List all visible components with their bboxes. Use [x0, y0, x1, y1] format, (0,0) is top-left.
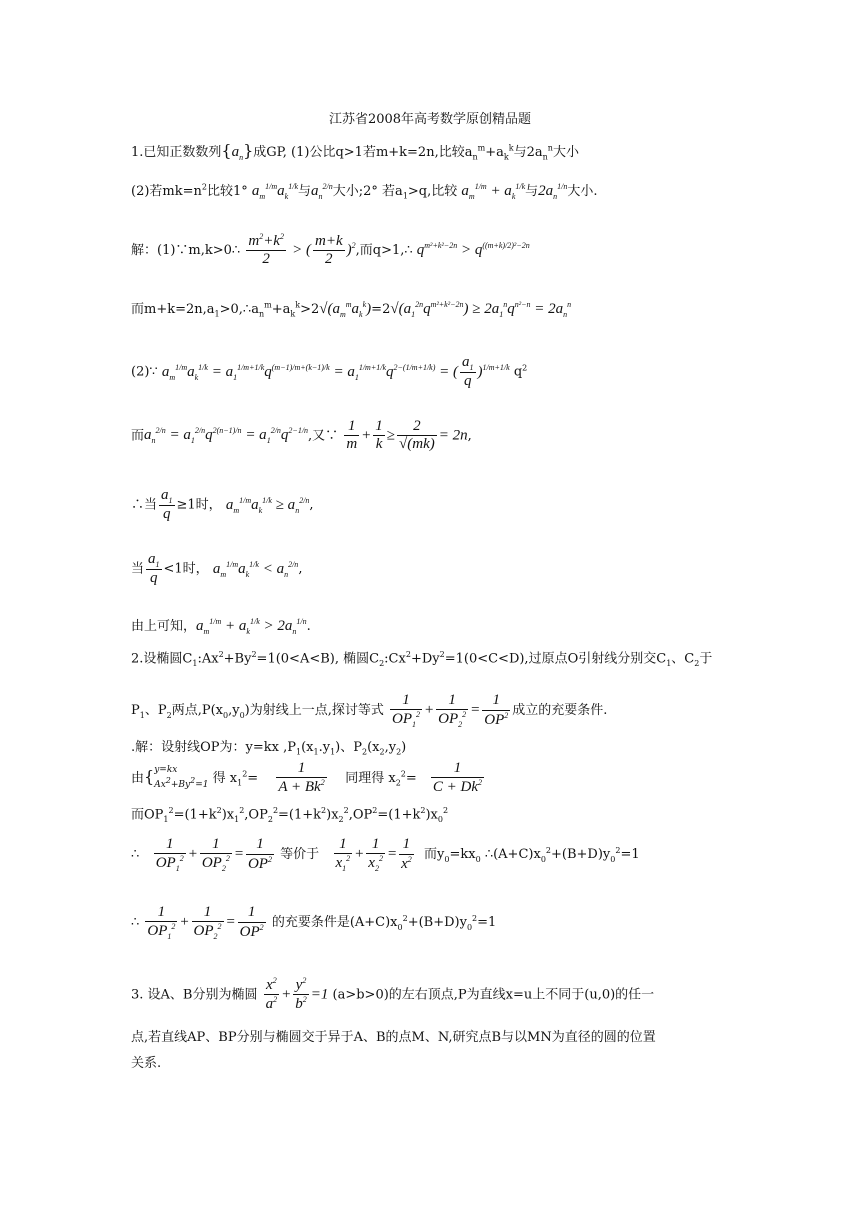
solution-2-conclusion: ∴ $\frac{1}{OP_1^2}$ + $\frac{1}{OP_2^2}$ = $\frac{1}{OP^2}$ 的充要条件是$(A+C)x_0^2+(B+D)y_0^2=1$	[131, 904, 497, 942]
fraction: $\frac{x^2}{a^2}$	[265, 976, 278, 1013]
problem-2-statement: 2.设椭圆$C_1:Ax^2+By^2=1(0<A<B)$, 椭圆$C_2:Cx^2+Dy^2=1(0<C<D)$,过原点O引射线分别交$C_1$、$C_2$于	[131, 650, 713, 668]
problem-2-statement-2: $P_1$、$P_2$两点$,P(x_0,y_0)$为射线上一点,探讨等式 $\frac{1}{OP_1^2}$ + $\frac{1}{OP_2^2}$ = $\frac{1}{OP^2}$ 成立的充要条件.	[131, 692, 608, 730]
solution-1-line-4: 而$a_n^{2/n} = a_1^{2/n}q^{2(n-1)/n} = a_1^{2/n}q^{2-1/n}$,又∵ $\frac{1}{m}$ + $\frac{1}{k}$ ≥ $\frac{2}{√(mk)}$ = 2n,	[131, 418, 472, 453]
fraction: $\frac{a_1}{q}$	[161, 487, 173, 523]
problem-1-part-2: (2)若$mk=n^2$比较1° $a_m^{1/m}a_k^{1/k}$与$a_n^{2/n}$大小;2° 若$a_1>q$,比较 $a_m^{1/m} + a_k^{1/k}$与$2a_n^{1/n}$大小.	[131, 182, 598, 201]
fraction: $\frac{1}{C + Dk^2}$	[432, 760, 483, 796]
solution-2-line-2: 由{y=kx $Ax^2+By^2=1$ 得 $x_1^2=$ $\frac{1}{A + Bk^2}$ 同理得 $x_2^2=$ $\frac{1}{C + Dk^2}$	[131, 760, 483, 796]
fraction: $\frac{1}{OP^2}$	[484, 692, 509, 728]
solution-1-line-2: 而$m+k=2n,a_1>0,\therefore a_n^m+a_k^k>2√(a_m^ma_k^k)=2√(a_1^{2n}q^{m^2+k^2-2n}) \ge 2a_1^nq^{n^2-n} = 2a_n^n$	[131, 300, 572, 319]
fraction: $\frac{1}{OP^2}$	[239, 904, 264, 940]
fraction: $\frac{1}{x_2^2}$	[368, 836, 383, 874]
solution-1-line-3: (2)∵ $a_m^{1/m}a_k^{1/k} = a_1^{1/m+1/k}q^{(m-1)/m+(k-1)/k} = a_1^{1/m+1/k}q^{2-(1/m+1/k)}$ = ( $\frac{a_1}{q}$ )$^{1/m+1/k}$ $q^2$	[131, 354, 528, 390]
solution-1-conclusion: 由上可知，$a_m^{1/m} + a_k^{1/k} > 2a_n^{1/n}$.	[131, 617, 311, 636]
fraction: $\frac{1}{m}$	[346, 418, 358, 453]
fraction: $\frac{y^2}{b^2}$	[295, 976, 307, 1013]
fraction: $\frac{1}{OP_2^2}$	[201, 836, 230, 874]
solution-1-line-5: ∴当 $\frac{a_1}{q}$ ≥1时， $a_m^{1/m}a_k^{1/k} \ge a_n^{2/n}$,	[131, 487, 314, 523]
fraction: $\frac{1}{OP_1^2}$	[147, 904, 176, 942]
fraction: $\frac{2}{√(mk)}$	[399, 418, 435, 453]
problem-3-statement-2: 点,若直线AP、BP分别与椭圆交于异于A、B的点M、N,研究点B与以MN为直径的圆的位置	[131, 1030, 656, 1045]
fraction: $\frac{1}{OP_1^2}$	[155, 836, 184, 874]
fraction: $\frac{1}{OP_1^2}$	[392, 692, 421, 730]
fraction: $\frac{1}{OP_2^2}$	[438, 692, 467, 730]
page-title: 江苏省2008年高考数学原创精品题	[328, 112, 532, 127]
solution-2-line-4: ∴ $\frac{1}{OP_1^2}$ + $\frac{1}{OP_2^2}$ = $\frac{1}{OP^2}$ 等价于 $\frac{1}{x_1^2}$ + $\frac{1}{x_2^2}$ = $\frac{1}{x^2}$ 而$y_0=kx_0$ $\therefore(A+C)x_0^2+(B+D)y_0^2=1$	[131, 836, 640, 874]
fraction: $\frac{1}{x_1^2}$	[335, 836, 351, 874]
fraction: $\frac{1}{OP_2^2}$	[193, 904, 222, 942]
problem-3-statement: 3. 设A、B分别为椭圆 $\frac{x^2}{a^2}$ + $\frac{y^2}{b^2}$ =1 (a>b>0)的左右顶点,P为直线x=u上不同于(u,0)的任一	[131, 976, 655, 1013]
solution-2-line-1: .解：设射线OP为：y=kx $,P_1(x_1.y_1)$、$P_2(x_2,y_2)$	[131, 740, 407, 757]
fraction: $\frac{1}{A + Bk^2}$	[278, 760, 325, 796]
fraction: $\frac{a_1}{q}$	[462, 354, 474, 390]
solution-1-line-6: 当 $\frac{a_1}{q}$ <1时， $a_m^{1/m}a_k^{1/k} < a_n^{2/n}$,	[131, 551, 303, 587]
fraction: $\frac{m+k}{2}$	[314, 232, 343, 267]
fraction: $\frac{1}{OP^2}$	[247, 836, 272, 872]
fraction: $\frac{1}{x^2}$	[401, 836, 412, 872]
fraction: $\frac{a_1}{q}$	[148, 551, 160, 587]
solution-2-line-3: 而$OP_1^2=(1+k^2)x_1^2,OP_2^2=(1+k^2)x_2^2,OP^2=(1+k^2)x_0^2$	[131, 806, 449, 824]
solution-1-line-1: 解：(1)∵m,k>0∴ $\frac{m^2+k^2}{2}$ > ( $\frac{m+k}{2}$ )$^2$,而q>1,∴ $q^{m^2+k^2-2n} > q^{((m+k)/2)^2-2n}$	[131, 232, 530, 268]
problem-1-statement: 1.已知正数数列$\{a_n\}$成GP, (1)公比q>1若m+k=2n,比较$a_n^m+a_k^k$与$2a_n^n$大小	[131, 141, 579, 162]
problem-3-statement-3: 关系.	[131, 1056, 162, 1071]
fraction: $\frac{m^2+k^2}{2}$	[248, 232, 284, 268]
fraction: $\frac{1}{k}$	[375, 418, 383, 453]
text: 1.已知正数数列	[131, 145, 222, 160]
